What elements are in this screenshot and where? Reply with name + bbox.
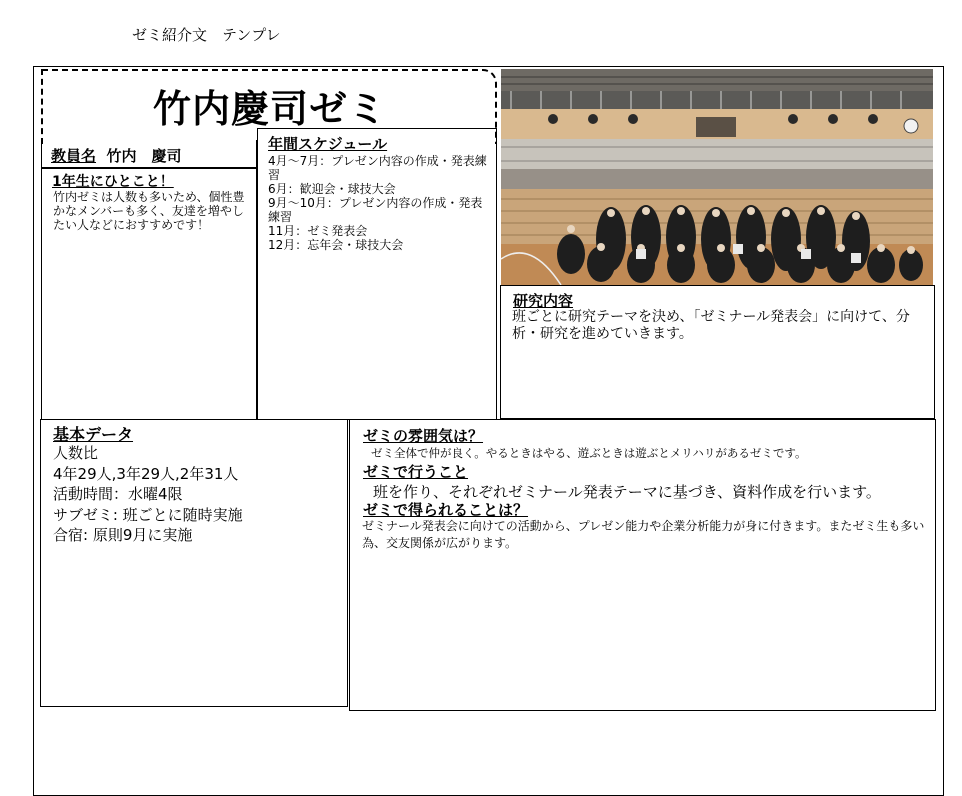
teacher-label: 教員名 [51, 147, 97, 165]
qa-text-benefits: ゼミナール発表会に向けての活動から、プレゼン能力や企業分析能力が身に付きます。またゼミ生も多い為、交友関係が広がります。 [362, 519, 925, 550]
teacher-line [51, 145, 181, 166]
basic-data-list [53, 443, 343, 546]
qa-text-activities: 班を作り、それぞれゼミナール発表テーマに基づき、資料作成を行います。 [373, 483, 881, 501]
schedule-item: 6月：歓迎会・球技大会 [268, 182, 396, 196]
schedule-list [268, 154, 492, 252]
teacher-name: 竹内 慶司 [106, 147, 182, 165]
basic-data-item: 活動時間：水曜4限 [53, 485, 183, 503]
schedule-heading: 年間スケジュール [268, 135, 388, 153]
schedule-item: 11月：ゼミ発表会 [268, 224, 368, 238]
basic-data-item: 人数比 [53, 444, 99, 462]
group-photo [501, 69, 933, 285]
seminar-name: 竹内慶司ゼミ [152, 87, 387, 131]
qa-heading-benefits: ゼミで得られることは？ [363, 501, 529, 519]
qa-heading-activities: ゼミで行うこと [363, 463, 469, 481]
schedule-item: 12月：忘年会・球技大会 [268, 238, 404, 252]
qa-text-atmosphere: ゼミ全体で仲が良く。やるときはやる、遊ぶときは遊ぶとメリハリがあるゼミです。 [371, 446, 807, 460]
basic-data-item: 4年29人,3年29人,2年31人 [53, 464, 239, 483]
research-text: 班ごとに研究テーマを決め、「ゼミナール発表会」に向けて、分析・研究を進めていきます。 [512, 309, 910, 342]
basic-data-item: 合宿: 原則9月に実施 [53, 526, 193, 544]
schedule-item: 4月～7月：プレゼン内容の作成・発表練習 [268, 154, 487, 182]
document-title: ゼミ紹介文 テンプレ [132, 26, 281, 44]
basic-data-item: サブゼミ: 班ごとに随時実施 [53, 505, 243, 524]
message-heading: 1年生にひとこと！ [52, 174, 174, 190]
schedule-item: 9月～10月：プレゼン内容の作成・発表練習 [268, 196, 483, 224]
research-heading: 研究内容 [513, 292, 574, 310]
qa-heading-atmosphere: ゼミの雰囲気は？ [363, 427, 484, 445]
basic-data-heading: 基本データ [53, 425, 134, 444]
message-text: 竹内ゼミは人数も多いため、個性豊かなメンバーも多く、友達を増やしたい人などにおすすめです！ [53, 190, 245, 232]
